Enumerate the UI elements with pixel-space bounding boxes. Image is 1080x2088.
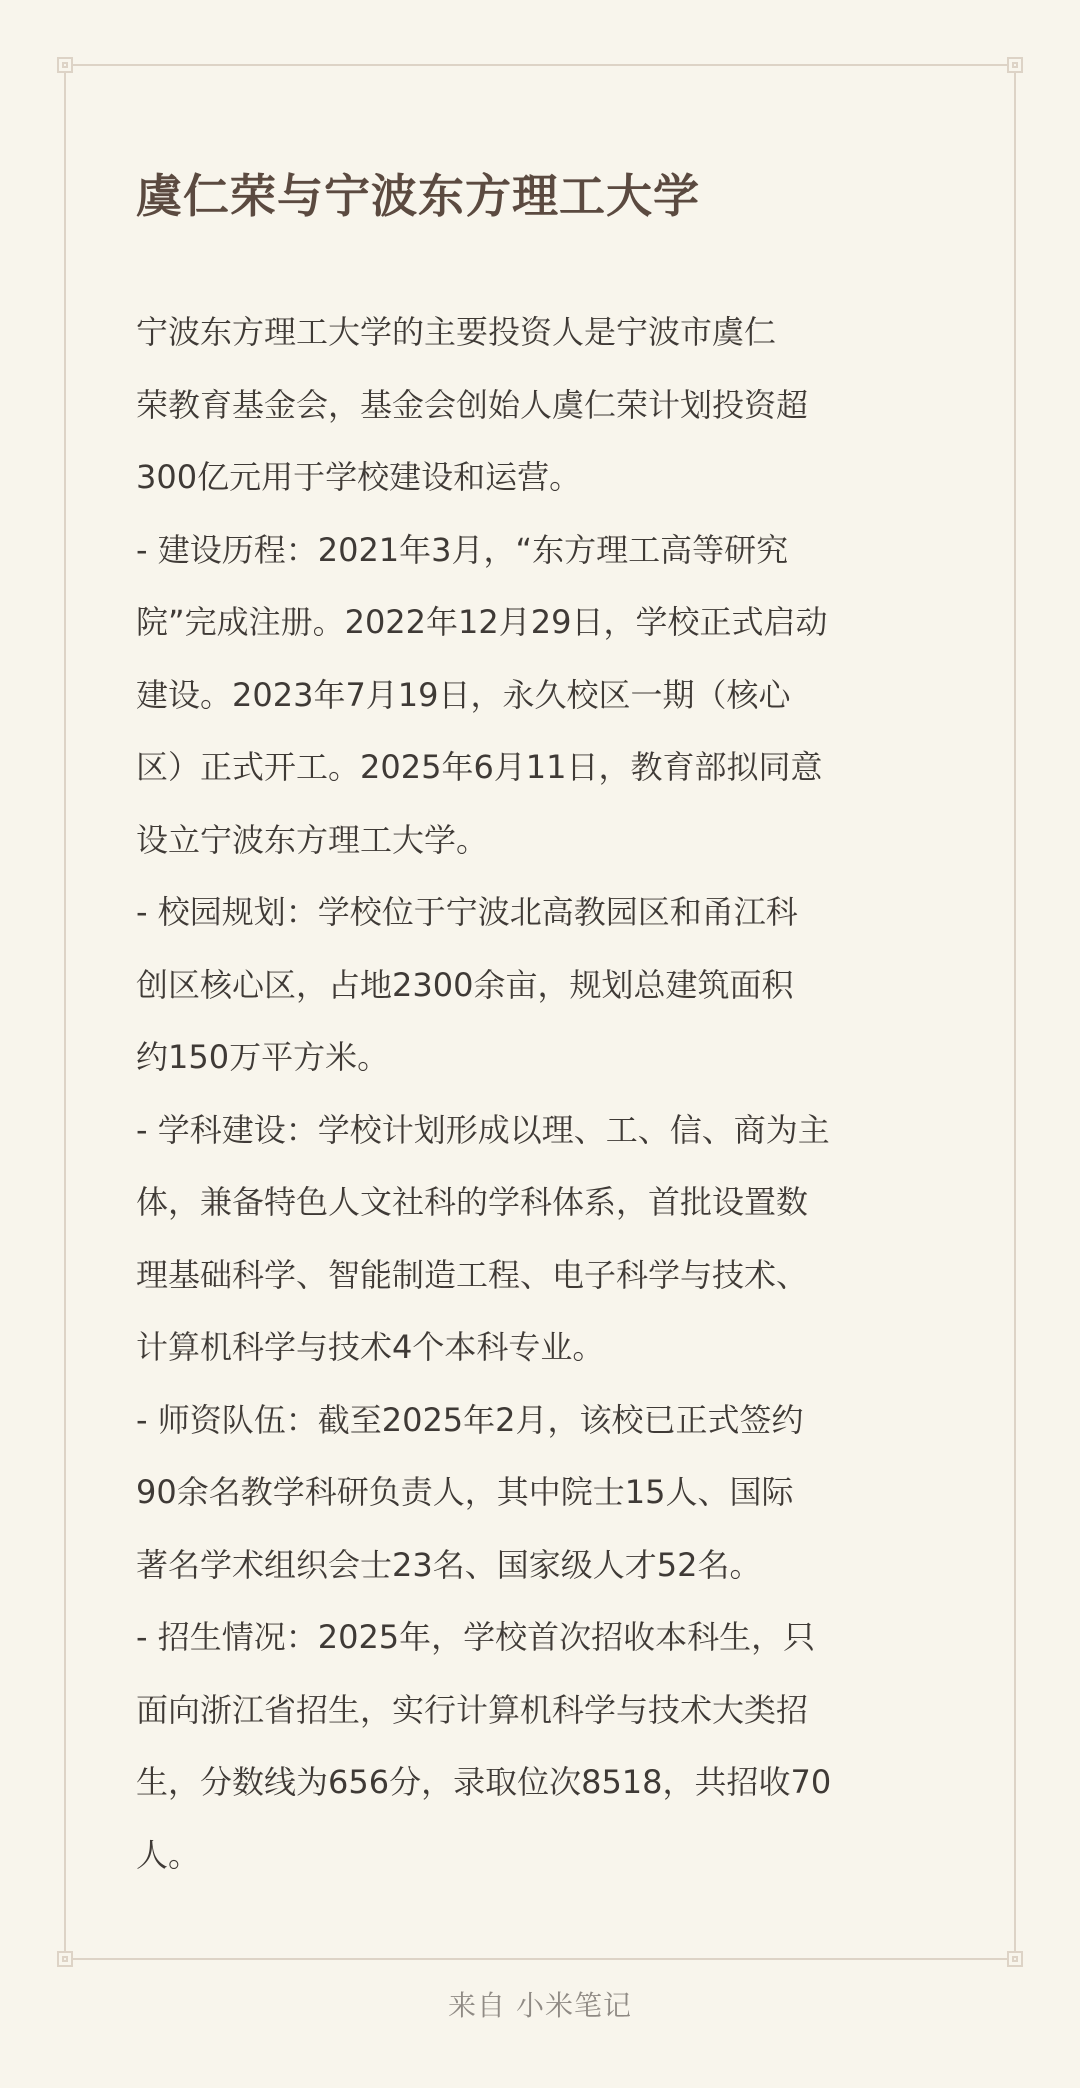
paragraph-line: 创区核心区，占地2300余亩，规划总建筑面积: [136, 965, 794, 1004]
paragraph-line: 著名学术组织会士23名、国家级人才52名。: [136, 1545, 762, 1584]
frame-corner-top-right-ornament: [1007, 57, 1023, 73]
paragraph-line: 人。: [136, 1835, 201, 1874]
paragraph-line: 宁波东方理工大学的主要投资人是宁波市虞仁: [136, 313, 777, 351]
note-title: 虞仁荣与宁波东方理工大学: [136, 169, 700, 223]
paragraph-line: 荣教育基金会，基金会创始人虞仁荣计划投资超: [136, 385, 809, 424]
discipline-construction-paragraph: [136, 1094, 966, 1384]
note-body: [136, 296, 966, 1891]
paragraph-line: 设立宁波东方理工大学。: [136, 820, 489, 859]
faculty-team-paragraph: [136, 1384, 966, 1602]
paragraph-line: - 校园规划：学校位于宁波北高教园区和甬江科: [136, 893, 798, 931]
enrollment-paragraph: [136, 1601, 966, 1891]
paragraph-line: - 学科建设：学校计划形成以理、工、信、商为主: [136, 1110, 830, 1149]
paragraph-line: 约150万平方米。: [136, 1038, 390, 1076]
paragraph-line: - 招生情况：2025年，学校首次招收本科生，只: [136, 1618, 816, 1656]
paragraph-line: 计算机科学与技术4个本科专业。: [136, 1328, 605, 1366]
frame-corner-bottom-left-ornament: [57, 1951, 73, 1967]
paragraph-line: 300亿元用于学校建设和运营。: [136, 458, 582, 496]
construction-history-paragraph: [136, 514, 966, 877]
intro-paragraph: [136, 296, 966, 514]
paragraph-line: 90余名教学科研负责人，其中院士15人、国际: [136, 1473, 794, 1511]
paragraph-line: 生，分数线为656分，录取位次8518，共招收70: [136, 1763, 832, 1801]
paragraph-line: 建设。2023年7月19日，永久校区一期（核心: [136, 675, 791, 714]
note-card-frame: [64, 64, 1016, 1960]
paragraph-line: 体，兼备特色人文社科的学科体系，首批设置数: [136, 1183, 809, 1221]
source-footer: 来自 小米笔记: [448, 1989, 632, 2022]
campus-planning-paragraph: [136, 876, 966, 1094]
paragraph-line: 区）正式开工。2025年6月11日，教育部拟同意: [136, 748, 823, 786]
frame-corner-bottom-right-ornament: [1007, 1951, 1023, 1967]
paragraph-line: 理基础科学、智能制造工程、电子科学与技术、: [136, 1255, 809, 1294]
paragraph-line: 院”完成注册。2022年12月29日，学校正式启动: [136, 603, 828, 641]
paragraph-line: - 师资队伍：截至2025年2月，该校已正式签约: [136, 1400, 804, 1439]
frame-corner-top-left-ornament: [57, 57, 73, 73]
paragraph-line: - 建设历程：2021年3月，“东方理工高等研究: [136, 530, 789, 569]
paragraph-line: 面向浙江省招生，实行计算机科学与技术大类招: [136, 1690, 809, 1729]
